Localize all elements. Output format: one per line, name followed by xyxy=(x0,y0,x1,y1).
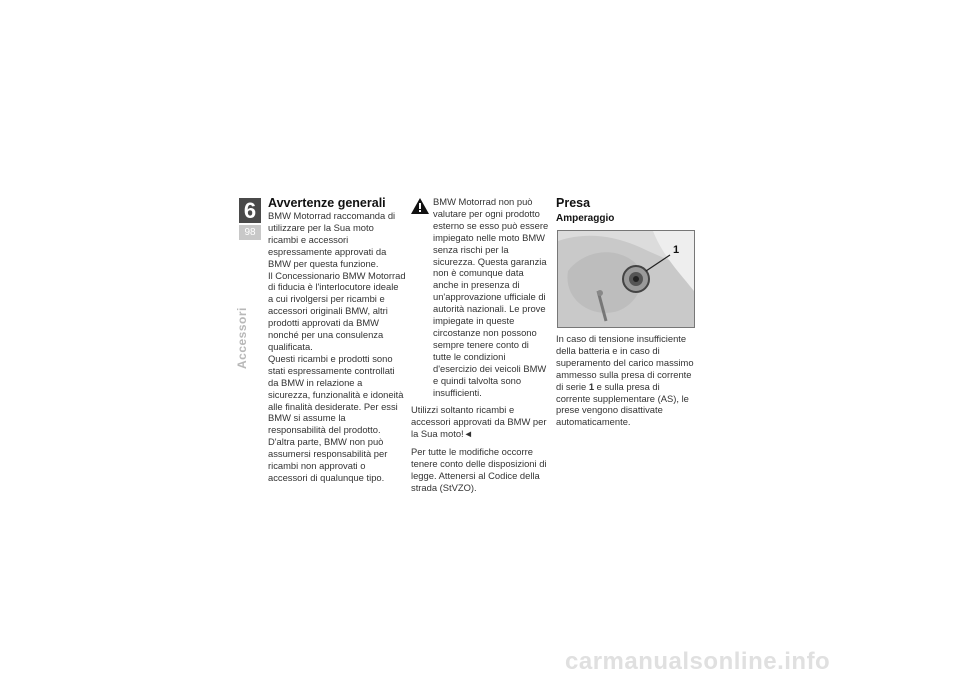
paragraph: Il Concessionario BMW Motorrad di fiducia è l'interlocutore ideale a cui rivolgersi per ricambi e accessori originali BMW, altri prodotti approvati da BMW nonché per una consulenza qualificata. xyxy=(268,269,406,352)
paragraph: Questi ricambi e prodotti sono stati espressamente controllati da BMW in relazione a sicurezza, funzionalità e idoneità alle finalità desiderate. Per essi BMW si assume la responsabilità del prodotto. xyxy=(268,352,404,436)
section-general-notes xyxy=(268,196,406,484)
section-body xyxy=(268,210,406,484)
warning-block xyxy=(411,196,549,500)
warning-text: BMW Motorrad non può valutare per ogni prodotto esterno se esso può essere impiegato nelle moto BMW senza rischi per la sicurezza. Questa garanzia non è comunque data anche in presenza di un'approvazione ufficiale di autorità nazionali. Le prove impiegate in queste circostanze non possono sempre tenere conto di tutte le condizioni d'esercizio dei veicoli BMW e quindi talvolta sono insufficienti. xyxy=(433,196,549,398)
legal-note: Per tutte le modifiche occorre tenere conto delle disposizioni di legge. Attenersi al Codice della strada (StVZO). xyxy=(411,446,547,493)
socket-text-before: In caso di tensione insufficiente della batteria e in caso di superamento del carico massimo ammesso sulla presa di corrente di serie xyxy=(556,333,694,392)
section-socket xyxy=(556,196,696,224)
chapter-number: 6 xyxy=(239,198,261,223)
paragraph: BMW Motorrad raccomanda di utilizzare per la Sua moto ricambi e accessori espressamente approvati da BMW per questa funzione. xyxy=(268,210,396,269)
chapter-side-title: Accessori xyxy=(235,307,249,369)
section-title: Avvertenze generali xyxy=(268,196,386,210)
socket-description xyxy=(556,333,696,428)
paragraph: D'altra parte, BMW non può assumersi responsabilità per ricambi non approvati o accessori di qualunque tipo. xyxy=(268,436,388,483)
callout-number: 1 xyxy=(672,244,680,256)
section-subtitle: Amperaggio xyxy=(556,213,615,224)
socket-ref: 1 xyxy=(588,380,595,392)
section-title: Presa xyxy=(556,196,591,210)
watermark: carmanualsonline.info xyxy=(565,648,831,675)
page-number: 98 xyxy=(239,225,261,240)
socket-text-after: e sulla presa di corrente supplementare (AS), le prese vengono disattivate automaticamente. xyxy=(556,380,689,428)
warning-text-2: Utilizzi soltanto ricambi e accessori approvati da BMW per la Sua moto!◄ xyxy=(411,404,547,440)
warning-triangle-icon xyxy=(411,198,429,214)
